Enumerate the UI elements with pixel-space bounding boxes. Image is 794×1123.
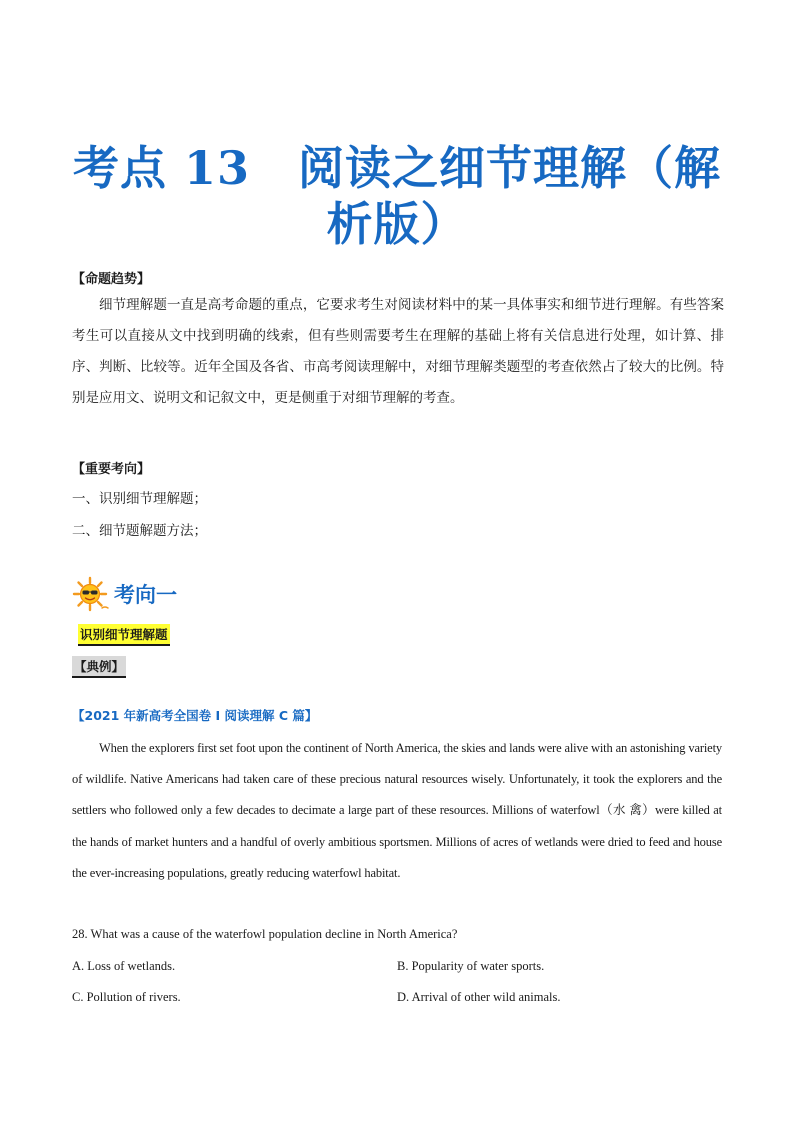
direction-one-title: 考向一: [114, 583, 177, 607]
title-topic-number: 考点 13: [72, 141, 251, 195]
option-a: A. Loss of wetlands.: [72, 959, 176, 973]
direction-one-heading: [72, 576, 177, 612]
trend-paragraph: 细节理解题一直是高考命题的重点，它要求考生对阅读材料中的某一具体事实和细节进行理解。有些答案考生可以直接从文中找到明确的线索，但有些则需要考生在理解的基础上将有关信息进行处理，如计算、排序、判断、比较等。近年全国及各省、市高考阅读理解中，对细节理解类题型的考查依然占了较大的比例。特别是应用文、说明文和记叙文中，更是侧重于对细节理解的考查。: [72, 297, 724, 406]
page-title: [40, 140, 754, 252]
direction-item-2: 二、细节题解题方法；: [72, 523, 207, 539]
directions-label: 【重要考向】: [72, 462, 151, 477]
direction-item-1: 一、识别细节理解题；: [72, 491, 207, 507]
title-line-1: [40, 140, 754, 196]
example-label: 【典例】: [72, 656, 126, 678]
option-b: B. Popularity of water sports.: [397, 959, 545, 973]
title-topic-name: 阅读之细节理解（解: [298, 141, 722, 195]
reading-passage: When the explorers first set foot upon the continent of North America, the skies and lands were alive with an astonishing variety of wildlife. Native Americans had taken care of these precious natural resources wisely. Unfortunately, it took the explorers and the settlers who followed only a few decades to decimate a large part of these resources. Millions of waterfowl（水 禽）were killed at the hands of market hunters and a handful of overly ambitious sportsmen. Millions of acres of wetlands were dried to feed and house the ever-increasing populations, greatly reducing waterfowl habitat.: [72, 741, 722, 880]
title-line-2: 析版）: [326, 197, 468, 251]
option-c: C. Pollution of rivers.: [72, 990, 181, 1004]
sun-icon: [72, 576, 112, 612]
highlight-identify-detail: 识别细节理解题: [78, 624, 170, 646]
example-source: 【2021 年新高考全国卷 I 阅读理解 C 篇】: [72, 708, 318, 723]
trend-label: 【命题趋势】: [72, 272, 151, 287]
question-28: 28. What was a cause of the waterfowl population decline in North America?: [72, 927, 458, 941]
option-d: D. Arrival of other wild animals.: [397, 990, 561, 1004]
